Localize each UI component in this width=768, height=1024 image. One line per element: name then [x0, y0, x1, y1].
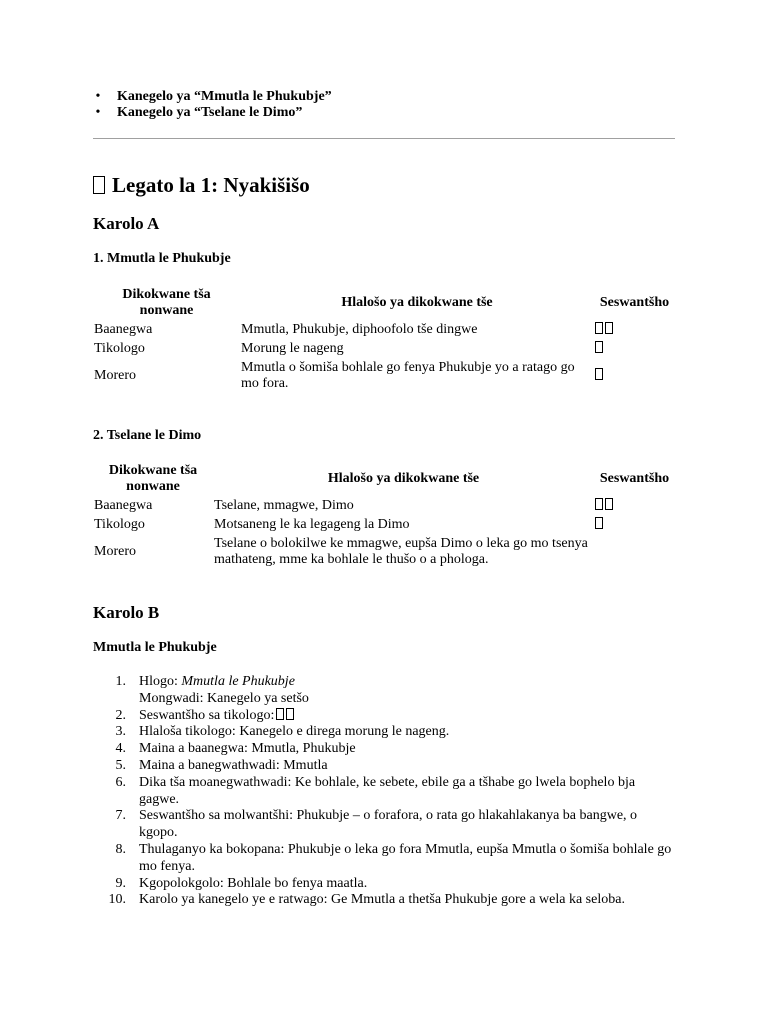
table-row [93, 339, 675, 358]
table-row [93, 534, 675, 570]
table-cell-text: Morung le nageng [241, 340, 344, 356]
story-title-2: 2. Tselane le Dimo [93, 428, 202, 443]
table-cell-label: Tikologo [94, 340, 145, 356]
table-cell-label: Baanegwa [94, 497, 153, 513]
missing-glyph-icon [595, 368, 603, 380]
table-cell-text: Tselane o bolokilwe ke mmagwe, eupša Dimo o leka go mo tsenya mathateng, mme ka bohlale le thušo o a phologa. [214, 536, 588, 567]
table-cell-text: Motsaneng le ka legageng la Dimo [214, 516, 410, 532]
missing-glyph-icon [595, 322, 603, 334]
numbered-list [93, 674, 675, 909]
section-heading-a: Karolo A [93, 214, 160, 233]
table-cell-icons [594, 358, 675, 394]
list-item: 1. Hlogo: Mmutla le Phukubje Mongwadi: Kanegelo ya setšo [115, 674, 309, 706]
list-item: 2. Seswantšho sa tikologo: [93, 708, 675, 725]
table-header-row [93, 286, 675, 320]
list-item: 5. Maina a banegwathwadi: Mmutla [115, 757, 328, 773]
list-item: 6. Dika tša moanegwathwadi: Ke bohlale, ke sebete, ebile ga a tšhabe go lwela bophelo bja gagwe. [115, 774, 636, 807]
table-cell-label: Morero [94, 544, 136, 559]
section-heading-b: Karolo B [93, 603, 160, 622]
column-header: Dikokwane tša nonwane [108, 463, 198, 494]
list-item: 3. Hlaloša tikologo: Kanegelo e direga morung le nageng. [115, 724, 450, 740]
story-table-1 [93, 286, 675, 394]
table-cell-text: Mmutla, Phukubje, diphoofolo tše dingwe [241, 321, 478, 337]
missing-glyph-icon [595, 517, 603, 529]
bullet-item: • Kanegelo ya “Tselane le Dimo” [117, 105, 332, 121]
table-cell-icons [594, 320, 675, 339]
column-header: Seswantšho [599, 295, 670, 310]
list-item: 4. Maina a baanegwa: Mmutla, Phukubje [115, 741, 356, 757]
table-cell-label: Tikologo [94, 516, 145, 532]
horizontal-rule [93, 138, 675, 139]
column-header: Seswantšho [599, 471, 670, 486]
table-cell-icons [594, 339, 675, 358]
table-cell-text: Mmutla o šomiša bohlale go fenya Phukubje yo a ratago go mo fora. [241, 360, 575, 391]
list-item: 7. Seswantšho sa molwantšhi: Phukubje – o forafora, o rata go hlakahlakanya ba bangwe, o kgopo. [115, 808, 638, 841]
story-table-2 [93, 462, 675, 570]
missing-glyph-icon [605, 498, 613, 510]
missing-glyph-icon [605, 322, 613, 334]
missing-glyph-icon [93, 176, 105, 194]
table-cell-text: Tselane, mmagwe, Dimo [214, 497, 354, 513]
bullet-dot-icon: • [95, 105, 101, 120]
bullet-dot-icon: • [95, 89, 101, 104]
column-header: Hlalošo ya dikokwane tše [327, 471, 480, 486]
list-item: 9. Kgopolokgolo: Bohlale bo fenya maatla. [115, 875, 368, 891]
story-b-title: Mmutla le Phukubje [93, 640, 217, 655]
missing-glyph-icon [595, 341, 603, 353]
bullet-list [95, 89, 332, 121]
list-item: 10. Karolo ya kanegelo ye e ratwago: Ge Mmutla a thetša Phukubje gore a wela ka seloba. [108, 892, 625, 908]
table-row [93, 515, 675, 534]
story-title-1: 1. Mmutla le Phukubje [93, 251, 231, 266]
table-header-row [93, 462, 675, 496]
table-row [93, 496, 675, 515]
column-header: Hlalošo ya dikokwane tše [341, 295, 493, 310]
table-cell-icons [594, 496, 675, 515]
missing-glyph-icon [276, 708, 284, 720]
table-cell-label: Morero [94, 368, 136, 383]
list-item: 8. Thulaganyo ka bokopana: Phukubje o leka go fora Mmutla, eupša Mmutla o šomiša bohlale go mo fenya. [115, 841, 672, 874]
table-cell-label: Baanegwa [94, 321, 153, 337]
missing-glyph-icon [286, 708, 294, 720]
column-header: Dikokwane tša nonwane [122, 287, 211, 318]
table-row [93, 358, 675, 394]
table-row [93, 320, 675, 339]
bullet-item: • Kanegelo ya “Mmutla le Phukubje” [117, 89, 332, 105]
missing-glyph-icon [595, 498, 603, 510]
page-title: Legato la 1: Nyakišišo [93, 172, 310, 198]
table-cell-icons [594, 515, 675, 534]
table-cell-icons [594, 534, 675, 570]
